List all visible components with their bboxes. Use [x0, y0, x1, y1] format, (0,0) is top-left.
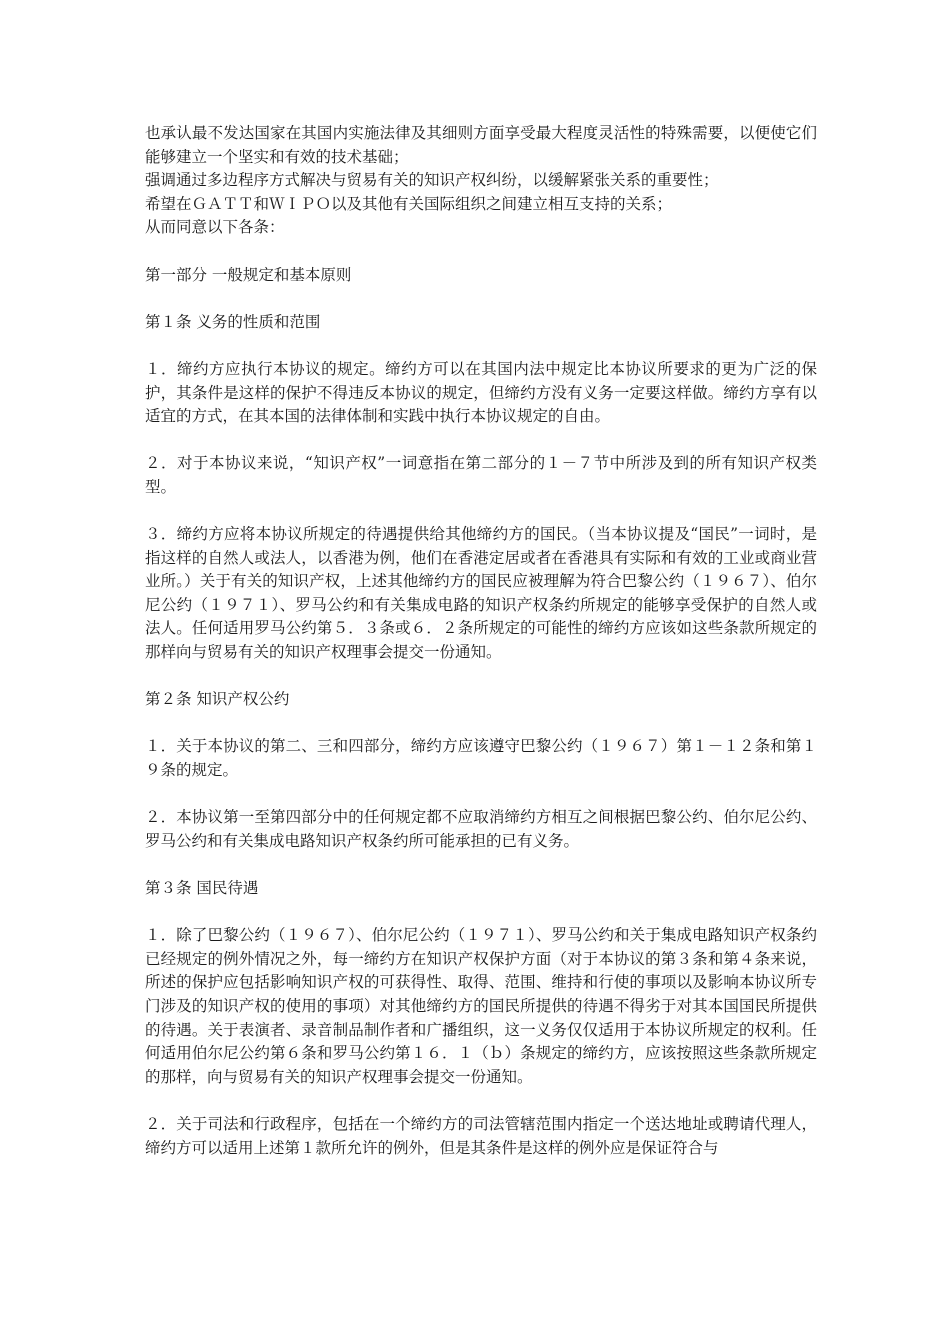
article-1-paragraph-2: ２．对于本协议来说，“知识产权”一词意指在第二部分的１－７节中所涉及到的所有知识产权类型。: [145, 454, 817, 496]
spacer: [145, 287, 817, 311]
spacer: [145, 665, 817, 689]
document-page: [145, 122, 817, 1160]
article-2-paragraph-2: ２．本协议第一至第四部分中的任何规定都不应取消缔约方相互之间根据巴黎公约、伯尔尼公约、罗马公约和有关集成电路知识产权条约所可能承担的已有义务。: [145, 808, 817, 850]
spacer: [145, 783, 817, 807]
intro-paragraph-2: 强调通过多边程序方式解决与贸易有关的知识产权纠纷，以缓解紧张关系的重要性；: [145, 171, 719, 190]
spacer: [145, 901, 817, 925]
spacer: [145, 1089, 817, 1113]
article-2-paragraph-1: １．关于本协议的第二、三和四部分，缔约方应该遵守巴黎公约（１９６７）第１－１２条和第１９条的规定。: [145, 737, 817, 780]
spacer: [145, 429, 817, 453]
article-3-heading: 第３条 国民待遇: [145, 879, 259, 897]
intro-paragraph-3: 希望在ＧＡＴＴ和ＷＩＰＯ以及其他有关国际组织之间建立相互支持的关系；: [145, 194, 673, 213]
spacer: [145, 853, 817, 877]
part-heading: 第一部分 一般规定和基本原则: [145, 265, 352, 284]
intro-paragraph-1: 也承认最不发达国家在其国内实施法律及其细则方面享受最大程度灵活性的特殊需要，以便使它们能够建立一个坚实和有效的技术基础；: [145, 124, 817, 166]
spacer: [145, 712, 817, 736]
intro-paragraph-4: 从而同意以下各条：: [145, 218, 285, 237]
article-2-heading: 第２条 知识产权公约: [145, 690, 290, 709]
article-1-paragraph-1: １．缔约方应执行本协议的规定。缔约方可以在其国内法中规定比本协议所要求的更为广泛的保护，其条件是这样的保护不得违反本协议的规定，但缔约方没有义务一定要这样做。缔约方享有以适宜的方式，在其本国的法律体制和实践中执行本协议规定的自由。: [145, 359, 817, 426]
spacer: [145, 334, 817, 358]
spacer: [145, 240, 817, 264]
article-1-heading: 第１条 义务的性质和范围: [145, 312, 321, 331]
article-1-paragraph-3: ３．缔约方应将本协议所规定的待遇提供给其他缔约方的国民。（当本协议提及“国民”一词时，是指这样的自然人或法人，以香港为例，他们在香港定居或者在香港具有实际和有效的工业或商业营业所。）关于有关的知识产权，上述其他缔约方的国民应被理解为符合巴黎公约（１９６７）、伯尔尼公约（１９７１）、罗马公约和有关集成电路的知识产权条约所规定的能够享受保护的自然人或法人。任何适用罗马公约第５．３条或６．２条所规定的可能性的缔约方应该如这些条款所规定的那样向与贸易有关的知识产权理事会提交一份通知。: [145, 525, 817, 662]
article-3-paragraph-1: １．除了巴黎公约（１９６７）、伯尔尼公约（１９７１）、罗马公约和关于集成电路知识产权条约已经规定的例外情况之外，每一缔约方在知识产权保护方面（对于本协议的第３条和第４条来说，所述的保护应包括影响知识产权的可获得性、取得、范围、维持和行使的事项以及影响本协议所专门涉及的知识产权的使用的事项）对其他缔约方的国民所提供的待遇不得劣于对其本国国民所提供的待遇。关于表演者、录音制品制作者和广播组织，这一义务仅仅适用于本协议所规定的权利。任何适用伯尔尼公约第６条和罗马公约第１６．１（ｂ）条规定的缔约方，应该按照这些条款所规定的那样，向与贸易有关的知识产权理事会提交一份通知。: [145, 926, 817, 1086]
spacer: [145, 500, 817, 524]
article-3-paragraph-2: ２．关于司法和行政程序，包括在一个缔约方的司法管辖范围内指定一个送达地址或聘请代理人，缔约方可以适用上述第１款所允许的例外，但是其条件是这样的例外应是保证符合与: [145, 1114, 817, 1157]
